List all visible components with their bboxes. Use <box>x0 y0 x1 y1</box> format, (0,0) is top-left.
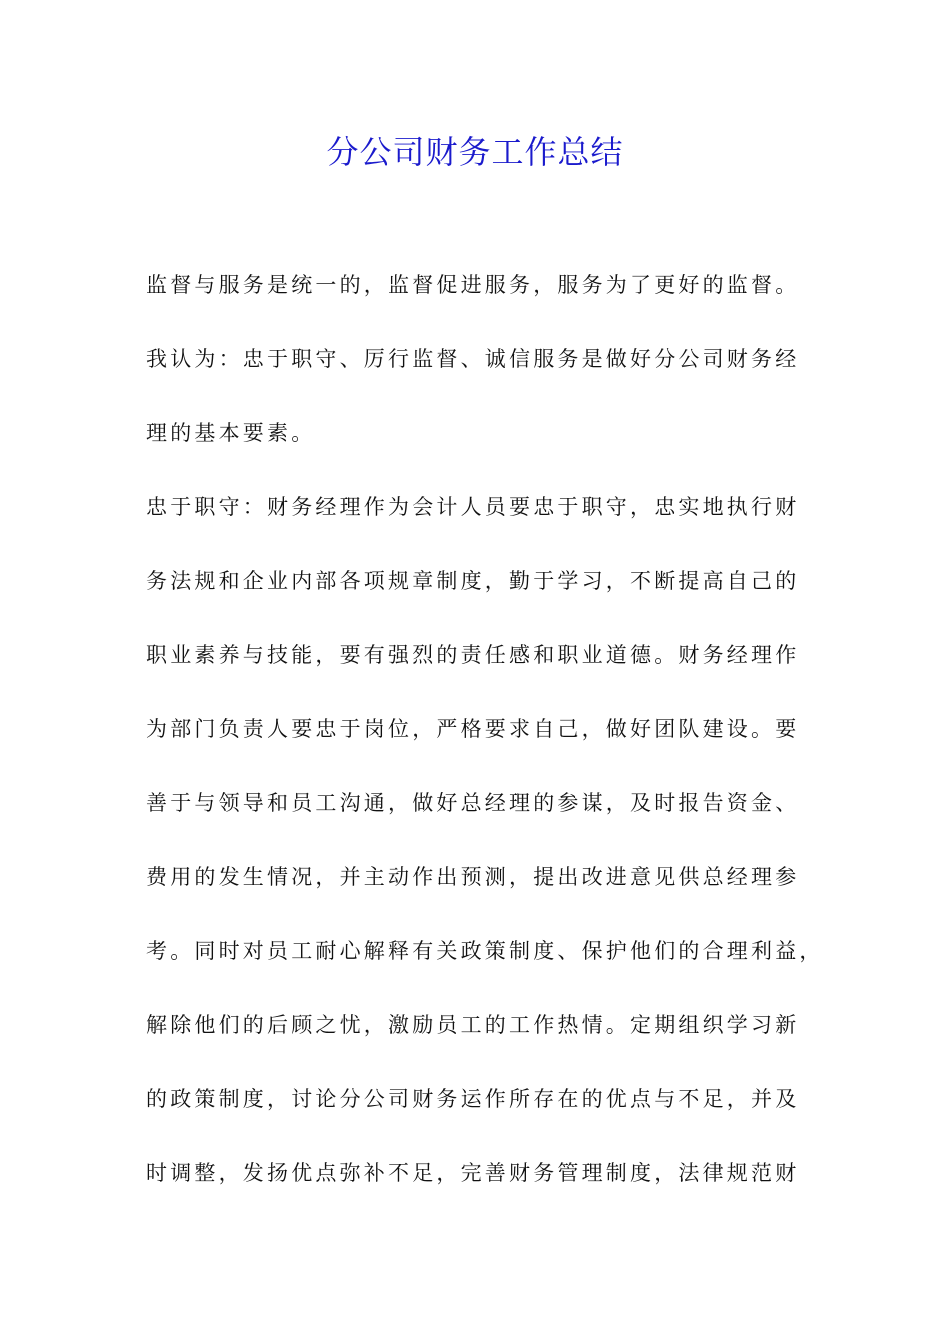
body-line: 时调整，发扬优点弥补不足，完善财务管理制度，法律规范财 <box>146 1161 800 1185</box>
body-line: 忠于职守：财务经理作为会计人员要忠于职守，忠实地执行财 <box>146 495 800 519</box>
body-line: 的政策制度，讨论分公司财务运作所存在的优点与不足，并及 <box>146 1087 800 1111</box>
document-title: 分公司财务工作总结 <box>326 133 624 171</box>
body-line: 务法规和企业内部各项规章制度，勤于学习，不断提高自己的 <box>146 569 800 593</box>
body-line: 职业素养与技能，要有强烈的责任感和职业道德。财务经理作 <box>146 643 800 667</box>
body-line: 善于与领导和员工沟通，做好总经理的参谋，及时报告资金、 <box>146 791 800 815</box>
body-line: 考。同时对员工耐心解释有关政策制度、保护他们的合理利益， <box>146 939 824 963</box>
body-line: 理的基本要素。 <box>146 421 316 445</box>
body-line: 费用的发生情况，并主动作出预测，提出改进意见供总经理参 <box>146 865 800 889</box>
body-line: 为部门负责人要忠于岗位，严格要求自己，做好团队建设。要 <box>146 717 800 741</box>
body-line: 解除他们的后顾之忧，激励员工的工作热情。定期组织学习新 <box>146 1013 800 1037</box>
body-line: 监督与服务是统一的，监督促进服务，服务为了更好的监督。 <box>146 273 800 297</box>
body-line: 我认为：忠于职守、厉行监督、诚信服务是做好分公司财务经 <box>146 347 800 371</box>
